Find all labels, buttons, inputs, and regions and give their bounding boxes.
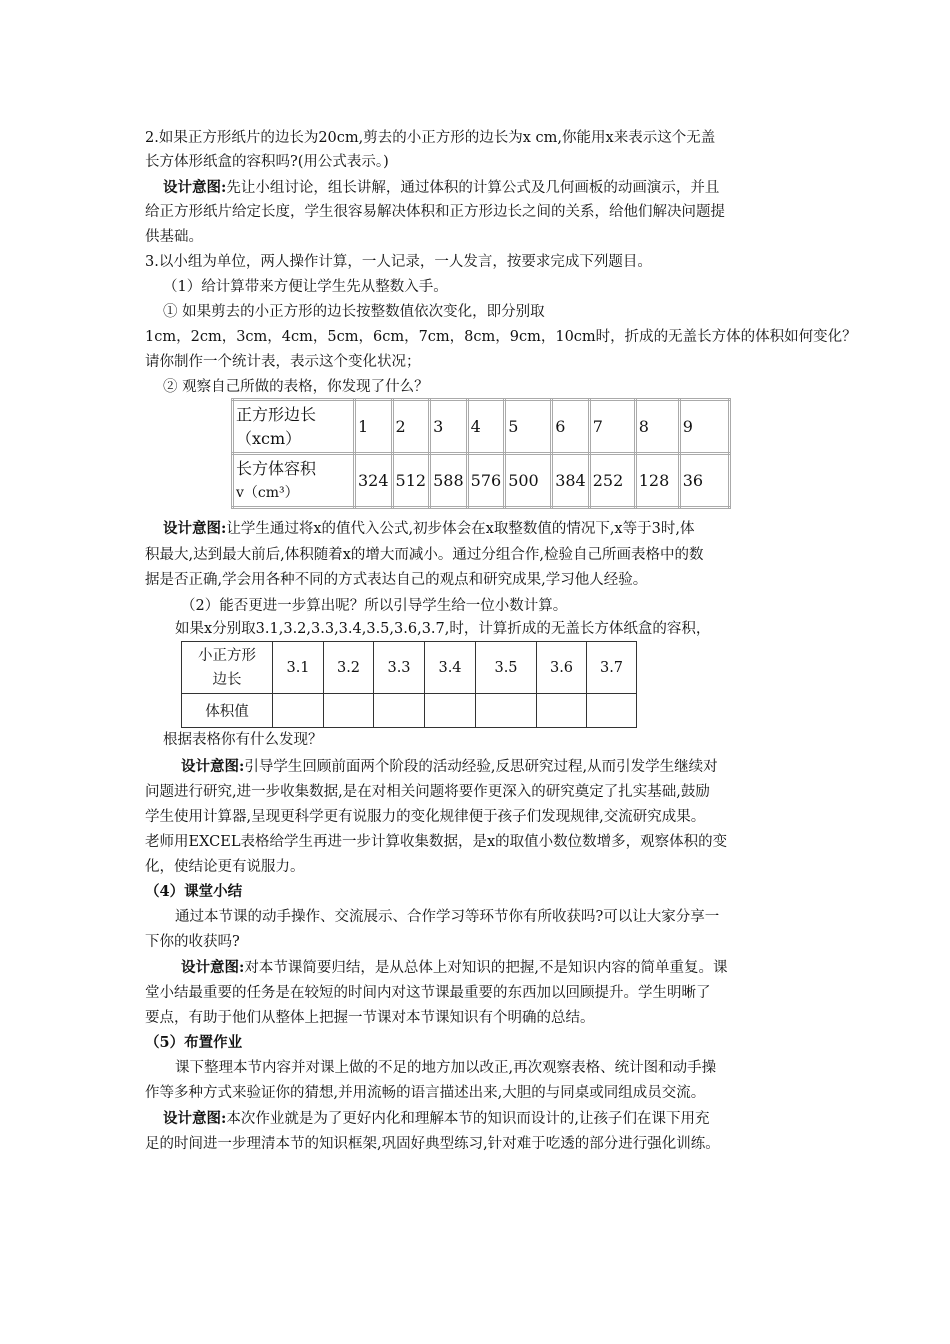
table-header-cell: 体积值 (182, 694, 273, 728)
table-header-cell (182, 642, 273, 694)
table-cell: 3.7 (587, 642, 637, 694)
section-title-homework: （5）布置作业 (145, 1034, 243, 1051)
table-row (182, 642, 637, 694)
q3-item-1-line-2: 1cm，2cm，3cm，4cm，5cm，6cm，7cm，8cm，9cm，10cm时，折成的无盖长方体的体积如何变化？ (145, 329, 857, 345)
table-cell: 3.4 (425, 642, 476, 694)
design-label: 设计意图: (163, 520, 227, 537)
design-text: 本次作业就是为了更好内化和理解本节的知识而设计的,让孩子们在课下用充 (226, 1111, 710, 1127)
design3-line-2: 问题进行研究,进一步收集数据,是在对相关问题将要作更深入的研究奠定了扎实基础,鼓励 (145, 784, 710, 800)
table-header-cell (233, 400, 355, 454)
section5-line-1: 课下整理本节内容并对课上做的不足的地方加以改正,再次观察表格、统计图和动手操 (175, 1060, 717, 1076)
design-label: 设计意图: (181, 758, 245, 775)
design-label: 设计意图: (163, 1110, 227, 1127)
table-cell: 3.1 (273, 642, 324, 694)
design1-line-3: 供基础。 (145, 229, 203, 245)
table-cell: 5 (505, 400, 552, 454)
q3-sub-2-line-2: 如果x分别取3.1,3.2,3.3,3.4,3.5,3.6,3.7,时，计算折成的无盖长方体纸盒的容积， (175, 621, 711, 637)
table-cell: 3 (430, 400, 468, 454)
design3-line-3: 学生使用计算器,呈现更科学更有说服力的变化规律便于孩子们发现规律,交流研究成果。 (145, 809, 706, 825)
q2-line-2: 长方体形纸盒的容积吗?(用公式表示。) (145, 154, 389, 170)
table-cell (324, 694, 374, 728)
table-cell: 6 (552, 400, 590, 454)
design-intent-2 (163, 519, 694, 539)
design3-line-4: 老师用EXCEL表格给学生再进一步计算收集数据，是x的取值小数位数增多，观察体积的变 (145, 834, 728, 850)
table-cell (273, 694, 324, 728)
header-text: 长方体容积 (236, 458, 317, 478)
design-label: 设计意图: (181, 959, 245, 976)
header-text: 边长 (212, 671, 242, 688)
table-cell: 4 (467, 400, 505, 454)
table-cell: 3.2 (324, 642, 374, 694)
design4-line-3: 要点，有助于他们从整体上把握一节课对本节课知识有个明确的总结。 (145, 1010, 595, 1026)
table-decimal-values (181, 641, 637, 728)
design-text: 让学生通过将x的值代入公式,初步体会在x取整数值的情况下,x等于3时,体 (226, 521, 695, 537)
table-cell (537, 694, 587, 728)
q3-sub-2: （2）能否更进一步算出呢？所以引导学生给一位小数计算。 (181, 598, 568, 614)
header-text: （xcm） (236, 428, 302, 448)
table-cell: 36 (679, 454, 729, 508)
design-intent-4 (181, 958, 727, 978)
table-cell: 3.3 (374, 642, 425, 694)
header-text: v（cm³） (236, 484, 299, 501)
table-cell: 3.5 (476, 642, 537, 694)
section4-line-1: 通过本节课的动手操作、交流展示、合作学习等环节你有所收获吗?可以让大家分享一 (175, 909, 720, 925)
section5-line-2: 作等多种方式来验证你的猜想,并用流畅的语言描述出来,大胆的与同桌或同组成员交流。 (145, 1085, 706, 1101)
design-intent-5 (163, 1109, 709, 1129)
table-row (233, 400, 730, 454)
table-cell: 9 (679, 400, 729, 454)
q3-item-1-line-3: 请你制作一个统计表，表示这个变化状况； (145, 354, 421, 370)
section-title-summary: （4）课堂小结 (145, 883, 243, 900)
design-intent-3 (181, 757, 718, 777)
table-row (182, 694, 637, 728)
table-cell: 512 (392, 454, 430, 508)
design-label: 设计意图: (163, 179, 227, 196)
table-cell: 500 (505, 454, 552, 508)
design2-line-3: 据是否正确,学会用各种不同的方式表达自己的观点和研究成果,学习他人经验。 (145, 572, 648, 588)
q3-line-1: 3.以小组为单位，两人操作计算，一人记录，一人发言，按要求完成下列题目。 (145, 254, 652, 270)
table-cell (476, 694, 537, 728)
design-text: 对本节课简要归结，是从总体上对知识的把握,不是知识内容的简单重复。课 (244, 960, 728, 976)
table-cell: 588 (430, 454, 468, 508)
table-cell (425, 694, 476, 728)
table-cell: 7 (589, 400, 635, 454)
q3-sub-1: （1）给计算带来方便让学生先从整数入手。 (163, 279, 448, 295)
table-cell (374, 694, 425, 728)
table-row (233, 454, 730, 508)
header-text: 小正方形 (198, 647, 256, 664)
design2-line-2: 积最大,达到最大前后,体积随着x的增大而减小。通过分组合作,检验自己所画表格中的数 (145, 547, 704, 563)
design-intent-1 (163, 178, 719, 198)
q2-line-1: 2.如果正方形纸片的边长为20cm,剪去的小正方形的边长为x cm,你能用x来表示这个无盖 (145, 130, 716, 146)
design5-line-2: 足的时间进一步理清本节的知识框架,巩固好典型练习,针对难于吃透的部分进行强化训练。 (145, 1136, 720, 1152)
header-text: 正方形边长 (236, 404, 317, 424)
table-integer-values (231, 398, 731, 509)
table-cell (587, 694, 637, 728)
design-text: 先让小组讨论，组长讲解，通过体积的计算公式及几何画板的动画演示，并且 (226, 180, 720, 196)
design4-line-2: 堂小结最重要的任务是在较短的时间内对这节课最重要的东西加以回顾提升。学生明晰了 (145, 985, 711, 1001)
design3-line-5: 化，使结论更有说服力。 (145, 859, 305, 875)
table-cell: 576 (467, 454, 505, 508)
table-cell: 3.6 (537, 642, 587, 694)
table-cell: 8 (635, 400, 679, 454)
design1-line-2: 给正方形纸片给定长度，学生很容易解决体积和正方形边长之间的关系，给他们解决问题提 (145, 204, 725, 220)
table-cell: 128 (635, 454, 679, 508)
table-cell: 1 (355, 400, 393, 454)
table-cell: 2 (392, 400, 430, 454)
section4-line-2: 下你的收获吗? (145, 934, 240, 950)
table-header-cell (233, 454, 355, 508)
q3-item-1-line-1: ① 如果剪去的小正方形的边长按整数值依次变化，即分别取 (163, 304, 545, 320)
table2-question: 根据表格你有什么发现？ (163, 732, 323, 748)
table-cell: 324 (355, 454, 393, 508)
design-text: 引导学生回顾前面两个阶段的活动经验,反思研究过程,从而引发学生继续对 (244, 759, 718, 775)
table-cell: 252 (589, 454, 635, 508)
q3-item-2: ② 观察自己所做的表格，你发现了什么？ (163, 379, 429, 395)
table-cell: 384 (552, 454, 590, 508)
